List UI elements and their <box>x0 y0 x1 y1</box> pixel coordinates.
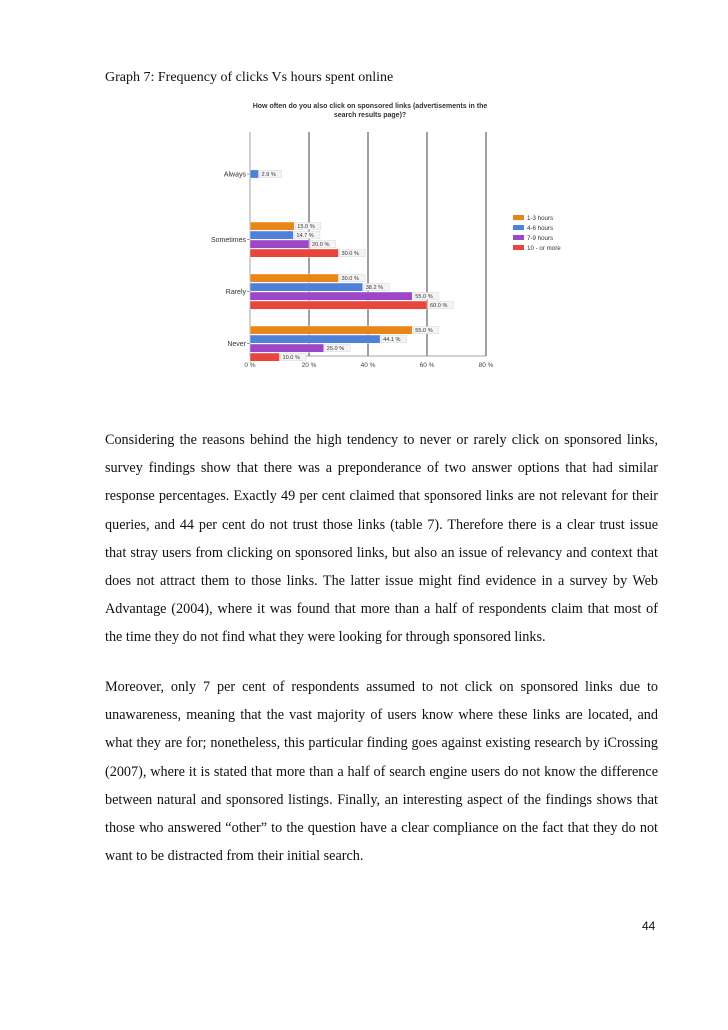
legend-swatch-3 <box>513 235 524 240</box>
data-label: 44.1 % <box>383 337 401 344</box>
chart-title-line-2: search results page)? <box>333 112 407 119</box>
category-label-sometimes: Sometimes <box>210 237 246 245</box>
legend-label-2: 4-6 hours <box>527 225 554 232</box>
x-tick-label: 20 % <box>301 362 317 369</box>
bar-sometimes-series-3 <box>250 240 309 248</box>
legend-swatch-2 <box>513 225 524 230</box>
figure-caption: Graph 7: Frequency of clicks Vs hours spent online <box>105 70 394 85</box>
legend-label-1: 1-3 hours <box>527 215 554 222</box>
bar-sometimes-series-1 <box>250 222 294 230</box>
data-label: 30.0 % <box>341 251 359 258</box>
data-label: 14.7 % <box>296 233 314 240</box>
data-label: 25.0 % <box>326 346 345 353</box>
bar-always-series-2 <box>250 170 259 178</box>
paragraph-2: Moreover, only 7 per cent of respondents assumed to not click on sponsored links due to unawareness, meaning that the vast majority of users know where these links are located, and what they are for; nonetheless, this particular finding goes against existing research by iCrossing (2007), where it is stated that more than a half of search engine users do not know the difference between natural and sponsored listings. Finally, an interesting aspect of the findings shows that those who answered “other” to the question have a clear compliance on the fact that they do not want to be distracted from their initial search. <box>105 679 658 865</box>
data-label: 20.0 % <box>312 242 330 249</box>
bar-sometimes-series-4 <box>250 249 339 257</box>
data-label: 55.0 % <box>415 328 433 335</box>
data-label: 55.0 % <box>415 294 433 301</box>
chart-title-line-1: How often do you also click on sponsored links (advertisements in the <box>252 103 488 110</box>
x-tick-label: 60 % <box>419 362 435 369</box>
data-label: 38.2 % <box>365 285 384 292</box>
legend-label-4: 10 - or more <box>527 245 561 252</box>
x-tick-label: 0 % <box>244 362 256 369</box>
category-label-never: Never <box>227 341 246 349</box>
x-tick-label: 40 % <box>360 362 376 369</box>
bar-rarely-series-3 <box>250 292 412 300</box>
legend-swatch-4 <box>513 245 524 250</box>
bar-never-series-2 <box>250 335 380 343</box>
bar-chart <box>200 98 580 388</box>
data-label: 2.9 % <box>261 172 276 179</box>
paragraph-1: Considering the reasons behind the high tendency to never or rarely click on sponsored links, survey findings show that there was a preponderance of two answer options that had similar response percentages. Exactly 49 per cent claimed that sponsored links are not relevant for their queries, and 44 per cent do not trust those links (table 7). Therefore there is a clear trust issue that stray users from clicking on sponsored links, but also an issue of relevancy and context that does not attract them to those links. The latter issue might find evidence in a survey by Web Advantage (2004), where it was found that more than a half of respondents claim that most of the time they do not find what they were looking for through sponsored links. <box>105 432 658 646</box>
bar-rarely-series-1 <box>250 274 339 282</box>
data-label: 60.0 % <box>430 303 448 310</box>
bar-never-series-4 <box>250 353 280 361</box>
data-label: 15.0 % <box>297 224 315 231</box>
category-label-always: Always <box>223 171 246 179</box>
bar-rarely-series-2 <box>250 283 363 291</box>
bar-sometimes-series-2 <box>250 231 293 239</box>
data-label: 30.0 % <box>341 276 359 283</box>
legend-swatch-1 <box>513 215 524 220</box>
data-label: 10.0 % <box>282 355 300 362</box>
bar-never-series-1 <box>250 326 412 334</box>
legend-label-3: 7-9 hours <box>527 235 554 242</box>
bar-rarely-series-4 <box>250 301 427 309</box>
bar-never-series-3 <box>250 344 324 352</box>
category-label-rarely: Rarely <box>225 289 246 297</box>
page-number: 44 <box>642 919 656 933</box>
x-tick-label: 80 % <box>478 362 494 369</box>
